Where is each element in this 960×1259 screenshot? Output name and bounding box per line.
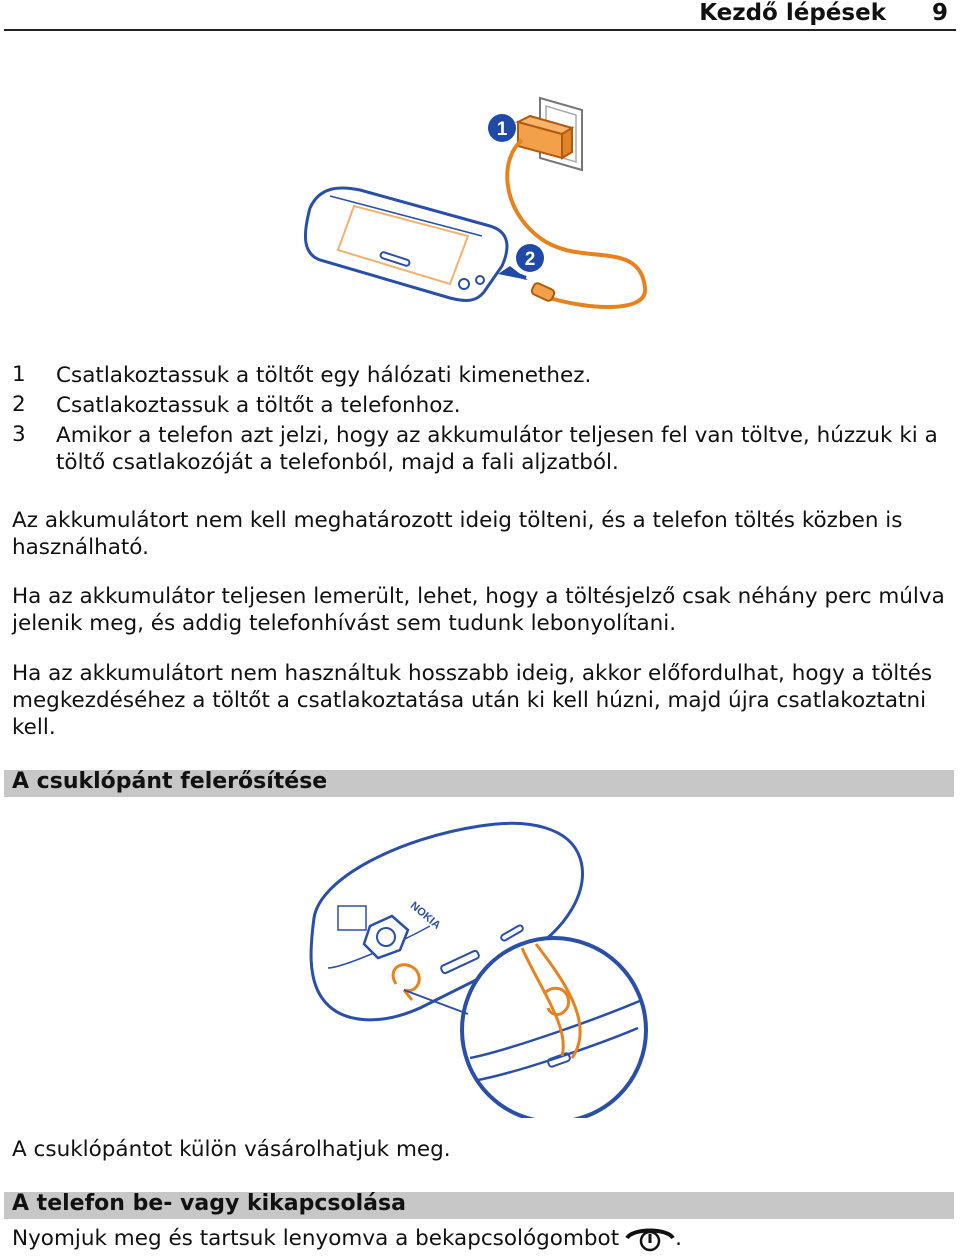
power-key-icon (625, 1224, 675, 1252)
phone-connector-icon (530, 282, 555, 302)
step-number: 1 (12, 362, 26, 387)
svg-text:1: 1 (496, 119, 508, 140)
brand-label: NOKIA (407, 899, 443, 932)
charging-illustration (300, 88, 660, 318)
callout-2 (516, 244, 544, 272)
charging-steps (12, 360, 952, 476)
section-heading: A csuklópánt felerősítése (12, 769, 328, 794)
callout-1 (488, 114, 516, 142)
phone-icon (305, 188, 507, 301)
section-heading-bar (4, 770, 954, 797)
step-number: 3 (12, 422, 26, 447)
step-item (12, 420, 952, 476)
sentence-end: . (675, 1225, 682, 1251)
section-heading: A telefon be- vagy kikapcsolása (12, 1191, 406, 1216)
wrist-strap-illustration (300, 818, 660, 1118)
step-item (12, 390, 952, 420)
paragraph: Ha az akkumulátor teljesen lemerült, lehet, hogy a töltésjelző csak néhány perc múlva jelenik meg, és addig telefonhívást sem tudunk lebonyolítani. (12, 584, 945, 636)
step-item (12, 360, 952, 390)
power-instruction (12, 1224, 948, 1252)
header-rule (4, 29, 956, 31)
magnifier-circle-icon (462, 938, 646, 1118)
step-text: Csatlakoztassuk a töltőt a telefonhoz. (56, 393, 461, 418)
power-instruction-text: Nyomjuk meg és tartsuk lenyomva a bekapcsológombot (12, 1225, 620, 1251)
step-number: 2 (12, 392, 26, 417)
paragraph: Az akkumulátort nem kell meghatározott ideig tölteni, és a telefon töltés közben is használható. (12, 508, 903, 560)
page-number: 9 (931, 0, 948, 26)
step-text: Amikor a telefon azt jelzi, hogy az akkumulátor teljesen fel van töltve, húzzuk ki a töltő csatlakozóját a telefonból, majd a fali aljzatból. (56, 423, 938, 475)
section-heading-bar (4, 1192, 954, 1219)
strap-note: A csuklópántot külön vásárolhatjuk meg. (12, 1137, 451, 1162)
chapter-title: Kezdő lépések (699, 0, 886, 26)
paragraph: Ha az akkumulátort nem használtuk hosszabb ideig, akkor előfordulhat, hogy a töltés megkezdéséhez a töltőt a csatlakoztatása után ki kell húzni, majd újra csatlakoztatni kell. (12, 661, 933, 740)
svg-text:2: 2 (524, 249, 536, 270)
page-header (0, 0, 960, 30)
step-text: Csatlakoztassuk a töltőt egy hálózati kimenethez. (56, 363, 592, 388)
